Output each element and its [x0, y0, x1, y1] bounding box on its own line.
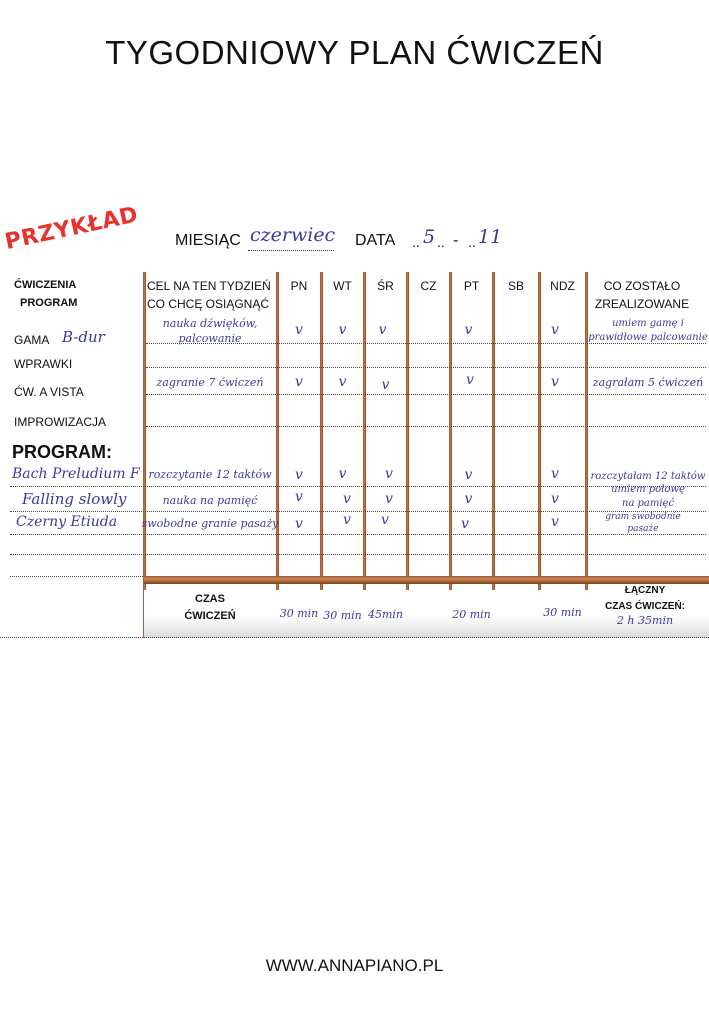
total-ndz: 30 min [543, 606, 582, 619]
p1-goal: rozczytanie 12 taktów [148, 468, 272, 481]
vista-goal: zagranie 7 ćwiczeń [156, 376, 264, 389]
check-gama-ndz: v [551, 322, 559, 338]
check-vista-ndz: v [551, 374, 559, 390]
date-dots-c: .. [468, 234, 476, 250]
p2-name: Falling slowly [22, 490, 127, 508]
check-p3-sr: v [381, 512, 389, 528]
col-header-program: PROGRAM [20, 297, 78, 309]
check-p2-pt: v [464, 491, 473, 507]
col-header-goal-2: CO CHCĘ OSIĄGNĄĆ [147, 297, 270, 311]
row-line-improv [146, 426, 706, 427]
check-p2-wt: v [343, 491, 351, 507]
time-label-2: ĆWICZEŃ [184, 610, 236, 622]
gama-goal-2: palcowanie [178, 332, 242, 345]
col-header-done-2: ZREALIZOWANE [594, 297, 690, 311]
date-from: 5 [423, 226, 436, 248]
check-gama-wt: v [338, 322, 347, 338]
col-header-pt: PT [463, 279, 480, 293]
row-line-empty-1 [10, 554, 706, 555]
col-header-wt: WT [333, 279, 352, 293]
check-p1-ndz: v [551, 466, 559, 482]
col-header-goal-1: CEL NA TEN TYDZIEŃ [147, 279, 271, 293]
p2-goal: nauka na pamięć [162, 494, 258, 507]
row-label-improv: IMPROWIZACJA [14, 415, 106, 429]
p2-done-2: na pamięć [621, 498, 675, 509]
total-pn: 30 min [279, 607, 319, 620]
check-p2-ndz: v [551, 491, 559, 507]
gama-goal-1: nauka dźwięków, [162, 317, 258, 330]
gama-value: B-dur [62, 328, 105, 346]
check-vista-pt: v [466, 372, 474, 388]
row-line-wprawki [146, 367, 706, 368]
total-pt: 20 min [452, 608, 491, 621]
row-line-p3 [10, 534, 706, 535]
check-p1-pn: v [295, 467, 303, 483]
check-p3-ndz: v [551, 514, 559, 530]
row-label-vista: ĆW. A VISTA [14, 385, 84, 399]
p3-goal: swobodne granie pasaży [141, 517, 279, 530]
check-vista-wt: v [338, 374, 347, 390]
check-p1-wt: v [338, 466, 347, 482]
col-header-cz: CZ [420, 279, 437, 293]
total-sr: 45min [367, 608, 404, 621]
col-header-ndz: NDZ [550, 279, 575, 293]
month-value: czerwiec [250, 224, 336, 246]
vista-done: zagrałam 5 ćwiczeń [592, 376, 704, 389]
check-p1-sr: v [385, 466, 393, 482]
footer-website: WWW.ANNAPIANO.PL [265, 956, 444, 975]
p3-done-2: pasaże [627, 524, 659, 534]
check-gama-pn: v [295, 322, 303, 338]
date-dots-b: .. [437, 234, 445, 250]
col-header-exercises: ĆWICZENIA [14, 279, 77, 291]
check-p3-wt: v [343, 512, 351, 528]
date-sep: - [453, 232, 459, 249]
p1-done: rozczytałam 12 taktów [590, 471, 706, 482]
col-header-sr: ŚR [377, 279, 394, 293]
check-gama-sr: v [378, 322, 387, 338]
col-header-sb: SB [507, 279, 524, 293]
time-label-1: CZAS [195, 593, 225, 605]
page-title: TYGODNIOWY PLAN ĆWICZEŃ [105, 34, 604, 71]
check-vista-pn: v [295, 374, 303, 390]
example-stamp: PRZYKŁAD [2, 202, 141, 255]
program-heading: PROGRAM: [12, 442, 112, 462]
p3-done-1: gram swobodnie [605, 512, 681, 522]
gama-done-2: prawidłowe palcowanie [588, 332, 708, 343]
check-p3-pt: v [461, 516, 469, 532]
col-header-done-1: CO ZOSTAŁO [603, 279, 681, 293]
total-wt: 30 min [323, 609, 362, 622]
total-label-1: ŁĄCZNY [624, 585, 666, 596]
p2-done-1: umiem połowę [611, 484, 685, 495]
totals-separator-bar [144, 576, 709, 584]
gama-done-1: umiem gamę i [612, 318, 684, 329]
month-label: MIESIĄC [175, 232, 241, 249]
check-p2-pn: v [295, 489, 303, 505]
date-label: DATA [355, 232, 396, 249]
check-p1-pt: v [464, 467, 473, 483]
check-vista-sr: v [381, 377, 390, 393]
check-p2-sr: v [385, 491, 393, 507]
table-bottom-line [0, 637, 709, 638]
p3-name: Czerny Etiuda [16, 514, 118, 530]
p1-name: Bach Preludium F [12, 466, 140, 482]
col-header-pn: PN [290, 279, 308, 293]
check-gama-pt: v [464, 322, 473, 338]
row-line-vista [146, 394, 706, 395]
check-p3-pn: v [295, 516, 303, 532]
date-dots-a: .. [412, 234, 420, 250]
row-line-empty-2 [10, 576, 143, 577]
total-label-2: CZAS ĆWICZEŃ: [605, 601, 685, 612]
month-dots [248, 250, 334, 251]
date-to: 11 [478, 226, 503, 248]
total-value: 2 h 35min [616, 614, 674, 627]
row-label-gama: GAMA [14, 333, 50, 347]
row-label-wprawki: WPRAWKI [14, 357, 73, 371]
